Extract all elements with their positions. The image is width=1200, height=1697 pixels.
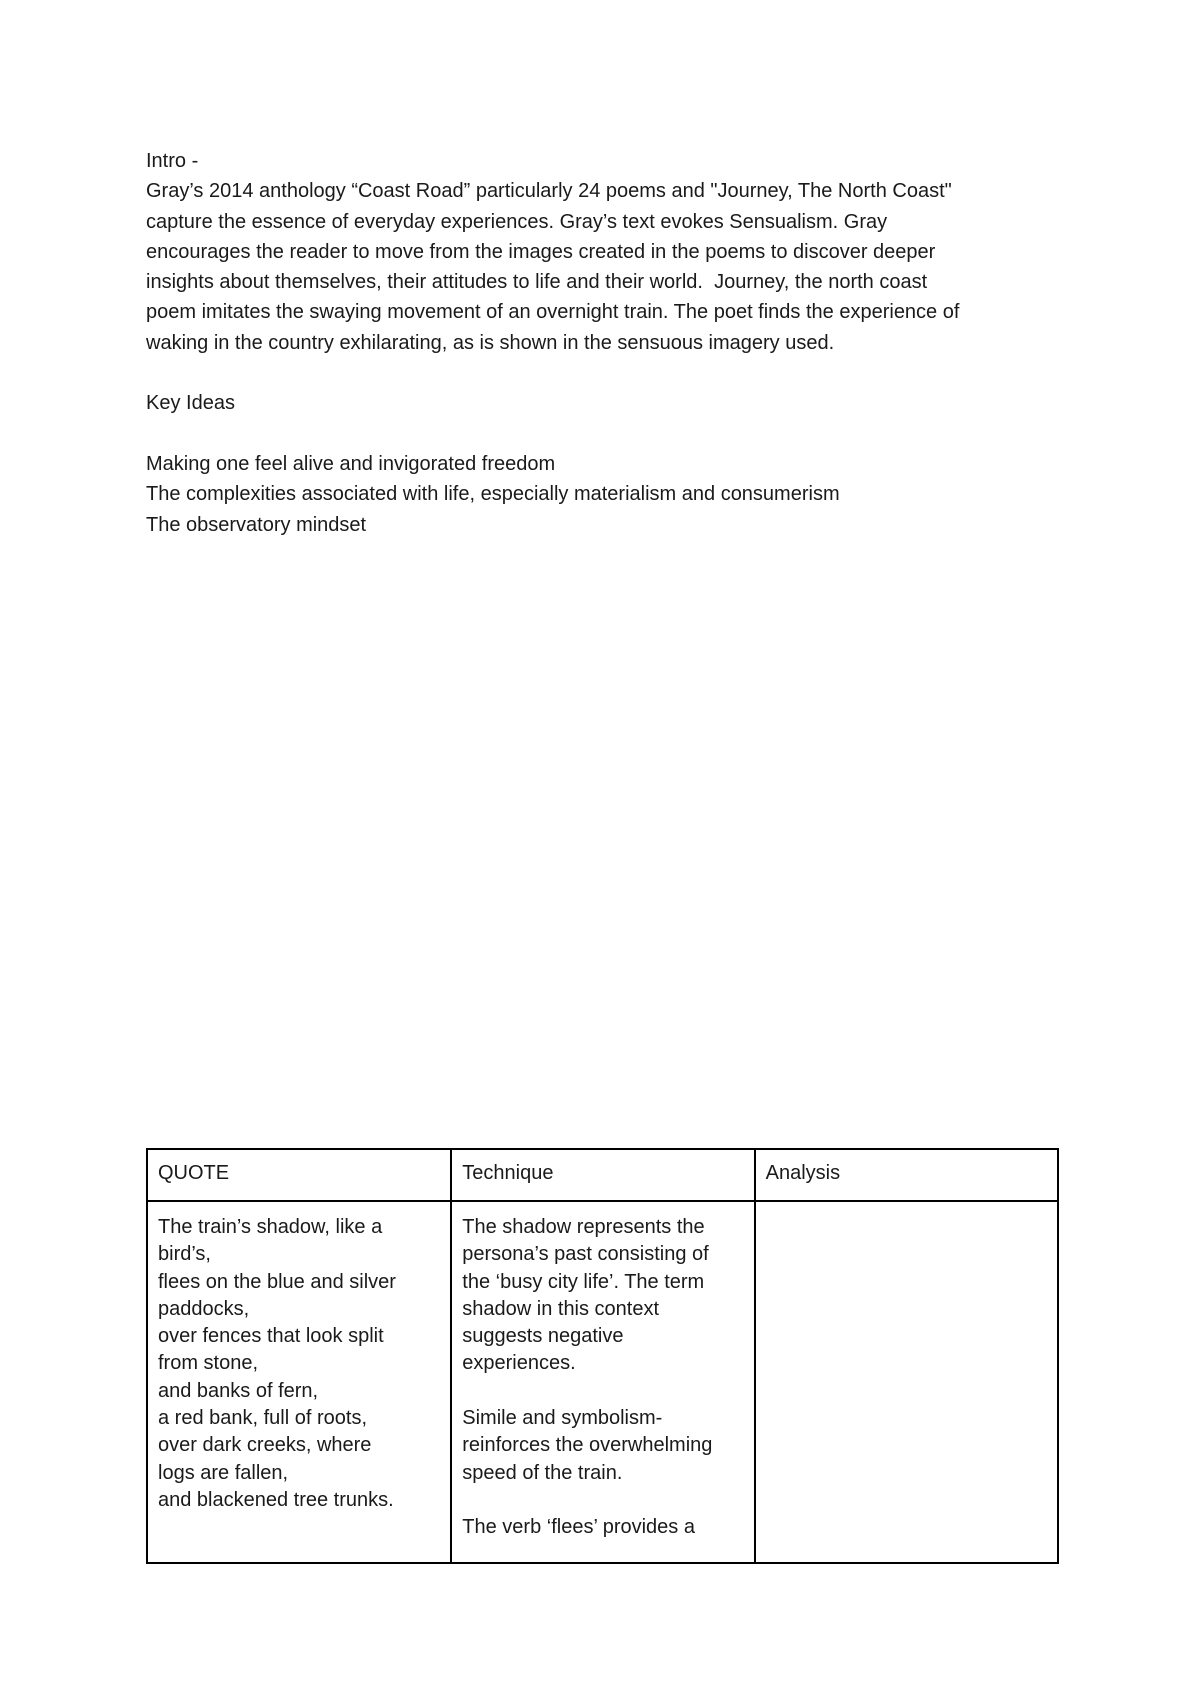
technique-line: speed of the train. [462, 1461, 623, 1484]
technique-line: shadow in this context [462, 1297, 660, 1320]
intro-line: encourages the reader to move from the images created in the poems to discover deeper [146, 240, 936, 263]
technique-line: The verb ‘flees’ provides a [462, 1516, 695, 1539]
header-quote: QUOTE [147, 1149, 451, 1201]
technique-line: suggests negative [462, 1325, 624, 1348]
intro-line: waking in the country exhilarating, as is shown in the sensuous imagery used. [146, 331, 835, 354]
quote-line: The train’s shadow, like a [158, 1216, 383, 1238]
key-ideas-heading: Key Ideas [146, 392, 235, 415]
technique-line: The shadow represents the [462, 1216, 705, 1238]
table-row [147, 1201, 1058, 1563]
quote-line: a red bank, full of roots, [158, 1407, 368, 1430]
technique-line: the ‘busy city life’. The term [462, 1270, 705, 1293]
technique-line: persona’s past consisting of [462, 1243, 709, 1266]
intro-line: poem imitates the swaying movement of an overnight train. The poet finds the experience of [146, 301, 960, 324]
intro-line: Gray’s 2014 anthology “Coast Road” particularly 24 poems and "Journey, The North Coast" [146, 180, 952, 203]
technique-line: Simile and symbolism- [462, 1407, 663, 1430]
document-body [146, 146, 1076, 540]
header-technique: Technique [451, 1149, 754, 1201]
technique-line: experiences. [462, 1352, 576, 1375]
technique-line [462, 1378, 743, 1405]
quote-line: over fences that look split [158, 1325, 384, 1348]
quote-cell [147, 1201, 451, 1563]
intro-heading: Intro - [146, 150, 199, 172]
quote-line: and banks of fern, [158, 1379, 319, 1402]
key-idea-item: Making one feel alive and invigorated freedom [146, 452, 556, 475]
technique-line [462, 1487, 743, 1514]
technique-line: reinforces the overwhelming [462, 1434, 713, 1457]
intro-line: insights about themselves, their attitudes to life and their world. Journey, the north coast [146, 271, 928, 294]
quote-line: and blackened tree trunks. [158, 1488, 394, 1511]
quote-line: logs are fallen, [158, 1461, 289, 1484]
key-idea-item: The observatory mindset [146, 513, 367, 536]
quote-line: paddocks, [158, 1297, 250, 1320]
table-header-row [147, 1149, 1058, 1201]
key-idea-item: The complexities associated with life, especially materialism and consumerism [146, 483, 840, 506]
intro-line: capture the essence of everyday experiences. Gray’s text evokes Sensualism. Gray [146, 210, 888, 233]
quote-line: bird’s, [158, 1243, 211, 1266]
paragraph-gap [146, 419, 1076, 449]
technique-cell [451, 1201, 754, 1563]
quote-analysis-table [146, 1148, 1059, 1564]
quote-line: flees on the blue and silver [158, 1270, 396, 1293]
header-analysis: Analysis [755, 1149, 1058, 1201]
quote-line: over dark creeks, where [158, 1434, 372, 1457]
paragraph-gap [146, 358, 1076, 388]
analysis-cell [755, 1201, 1058, 1563]
quote-line: from stone, [158, 1352, 259, 1375]
